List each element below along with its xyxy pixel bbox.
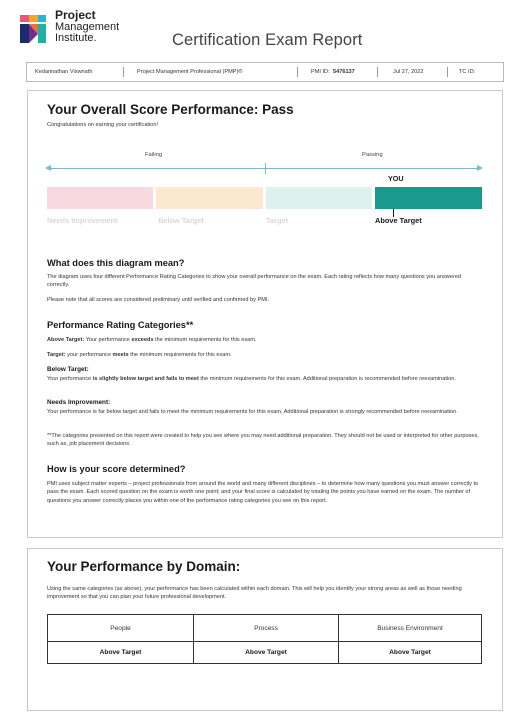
domain-rating: Above Target bbox=[99, 649, 142, 656]
info-divider bbox=[447, 67, 448, 77]
candidate-name: Kedarinathan Viswnath bbox=[35, 69, 93, 75]
needs-improvement-definition: Your performance is far below target and fails to meet the minimum requirements for this exam. Additional preparation is strongly recommended before reexamination. bbox=[47, 409, 458, 415]
below-target-definition bbox=[47, 375, 481, 383]
failing-label: Failing bbox=[145, 152, 163, 158]
bar-label-above-target: Above Target bbox=[375, 216, 422, 225]
below-target-term: Below Target: bbox=[47, 366, 89, 373]
above-target-text-1: Your performance bbox=[84, 337, 132, 343]
you-marker-label: YOU bbox=[388, 174, 404, 183]
target-emphasis: meets bbox=[112, 352, 129, 358]
candidate-info-bar bbox=[26, 62, 504, 82]
tc-id-label: TC ID: bbox=[459, 69, 476, 75]
bar-above-target bbox=[375, 187, 482, 209]
pass-fail-axis bbox=[47, 168, 481, 169]
domain-name: People bbox=[48, 615, 193, 642]
logo-line-2: Management bbox=[55, 20, 120, 33]
bar-target bbox=[266, 187, 372, 209]
report-title: Certification Exam Report bbox=[172, 31, 363, 49]
certification-name: Project Management Professional (PMP)® bbox=[137, 69, 243, 75]
domain-rating: Above Target bbox=[389, 649, 431, 656]
needs-improvement-term: Needs Improvement: bbox=[47, 399, 111, 406]
below-target-emphasis: is slightly below target and fails to meet bbox=[92, 376, 199, 382]
below-target-text-2: the minimum requirements for this exam. Additional preparation is recommended before reexamination. bbox=[198, 376, 456, 382]
info-divider bbox=[123, 67, 124, 77]
pmi-logo-mark-icon bbox=[18, 12, 48, 46]
target-text-2: the minimum requirements for this exam. bbox=[128, 352, 232, 358]
rating-categories-heading: Performance Rating Categories** bbox=[47, 320, 194, 330]
domain-name: Process bbox=[194, 615, 338, 642]
domain-column-people bbox=[48, 615, 193, 663]
above-target-text-2: the minimum requirements for this exam. bbox=[153, 337, 257, 343]
target-term: Target: bbox=[47, 352, 66, 358]
logo-line-3: Institute. bbox=[55, 32, 97, 44]
domain-column-process bbox=[193, 615, 338, 663]
overall-score-heading: Your Overall Score Performance: Pass bbox=[47, 102, 294, 117]
arrow-left-icon bbox=[45, 165, 51, 171]
domain-rating: Above Target bbox=[245, 649, 287, 656]
diagram-para-2: Please note that all scores are considered preliminary until verified and confirmed by PMI. bbox=[47, 297, 269, 303]
target-text-1: your performance bbox=[65, 352, 113, 358]
pmi-id-label: PMI ID: bbox=[311, 69, 330, 75]
above-target-emphasis: exceeds bbox=[131, 337, 154, 343]
domain-column-business-environment bbox=[338, 615, 481, 663]
categories-footnote: **The categories presented on this report were created to help you see where you may need additional preparation. They should not be used or interpreted for other purposes, such as, job placement decisions. bbox=[47, 433, 479, 448]
pmi-logo bbox=[18, 10, 138, 50]
logo-line-1: Project bbox=[55, 8, 96, 22]
pass-fail-divider bbox=[265, 163, 266, 174]
domain-name: Business Environment bbox=[339, 615, 481, 642]
info-divider bbox=[377, 67, 378, 77]
target-definition bbox=[47, 351, 481, 359]
above-target-term: Above Target: bbox=[47, 337, 85, 343]
bar-below-target bbox=[156, 187, 263, 209]
score-determined-heading: How is your score determined? bbox=[47, 464, 186, 474]
score-determined-para: PMI uses subject matter experts – project professionals from around the world and many different disciplines – to determine how many questions you must answer correctly to pass the exam. Each scored question on the exam is worth one point; and your final score is calculated by totaling the points you have earned on the exam. The number of questions you answer correctly places you within one of the performance rating categories you see on this report. bbox=[47, 481, 479, 504]
arrow-right-icon bbox=[477, 165, 483, 171]
exam-date: Jul 27, 2022 bbox=[393, 69, 424, 75]
congrats-text: Congratulations on earning your certification! bbox=[47, 122, 159, 128]
domain-heading: Your Performance by Domain: bbox=[47, 559, 241, 574]
below-target-text-1: Your performance bbox=[47, 376, 93, 382]
bar-label-target: Target bbox=[266, 216, 289, 225]
info-divider bbox=[297, 67, 298, 77]
above-target-definition bbox=[47, 336, 481, 344]
bar-label-below-target: Below Target bbox=[158, 216, 204, 225]
diagram-heading: What does this diagram mean? bbox=[47, 258, 185, 268]
bar-needs-improvement bbox=[47, 187, 153, 209]
passing-label: Passing bbox=[362, 152, 383, 158]
domain-table bbox=[47, 614, 482, 664]
domain-para: Using the same categories (as above), your performance has been calculated within each domain. This will help you identify your strong areas as well as those needing improvement so that you can plan your future professional development. bbox=[47, 586, 462, 601]
diagram-para-1: The diagram uses four different Performance Rating Categories to show your overall performance on the exam. Each rating reflects how many questions you answered correctly. bbox=[47, 274, 462, 289]
pmi-id-value: 5476137 bbox=[333, 69, 355, 75]
pmi-logo-text bbox=[55, 10, 119, 45]
bar-label-needs-improvement: Needs Improvement bbox=[47, 216, 118, 225]
